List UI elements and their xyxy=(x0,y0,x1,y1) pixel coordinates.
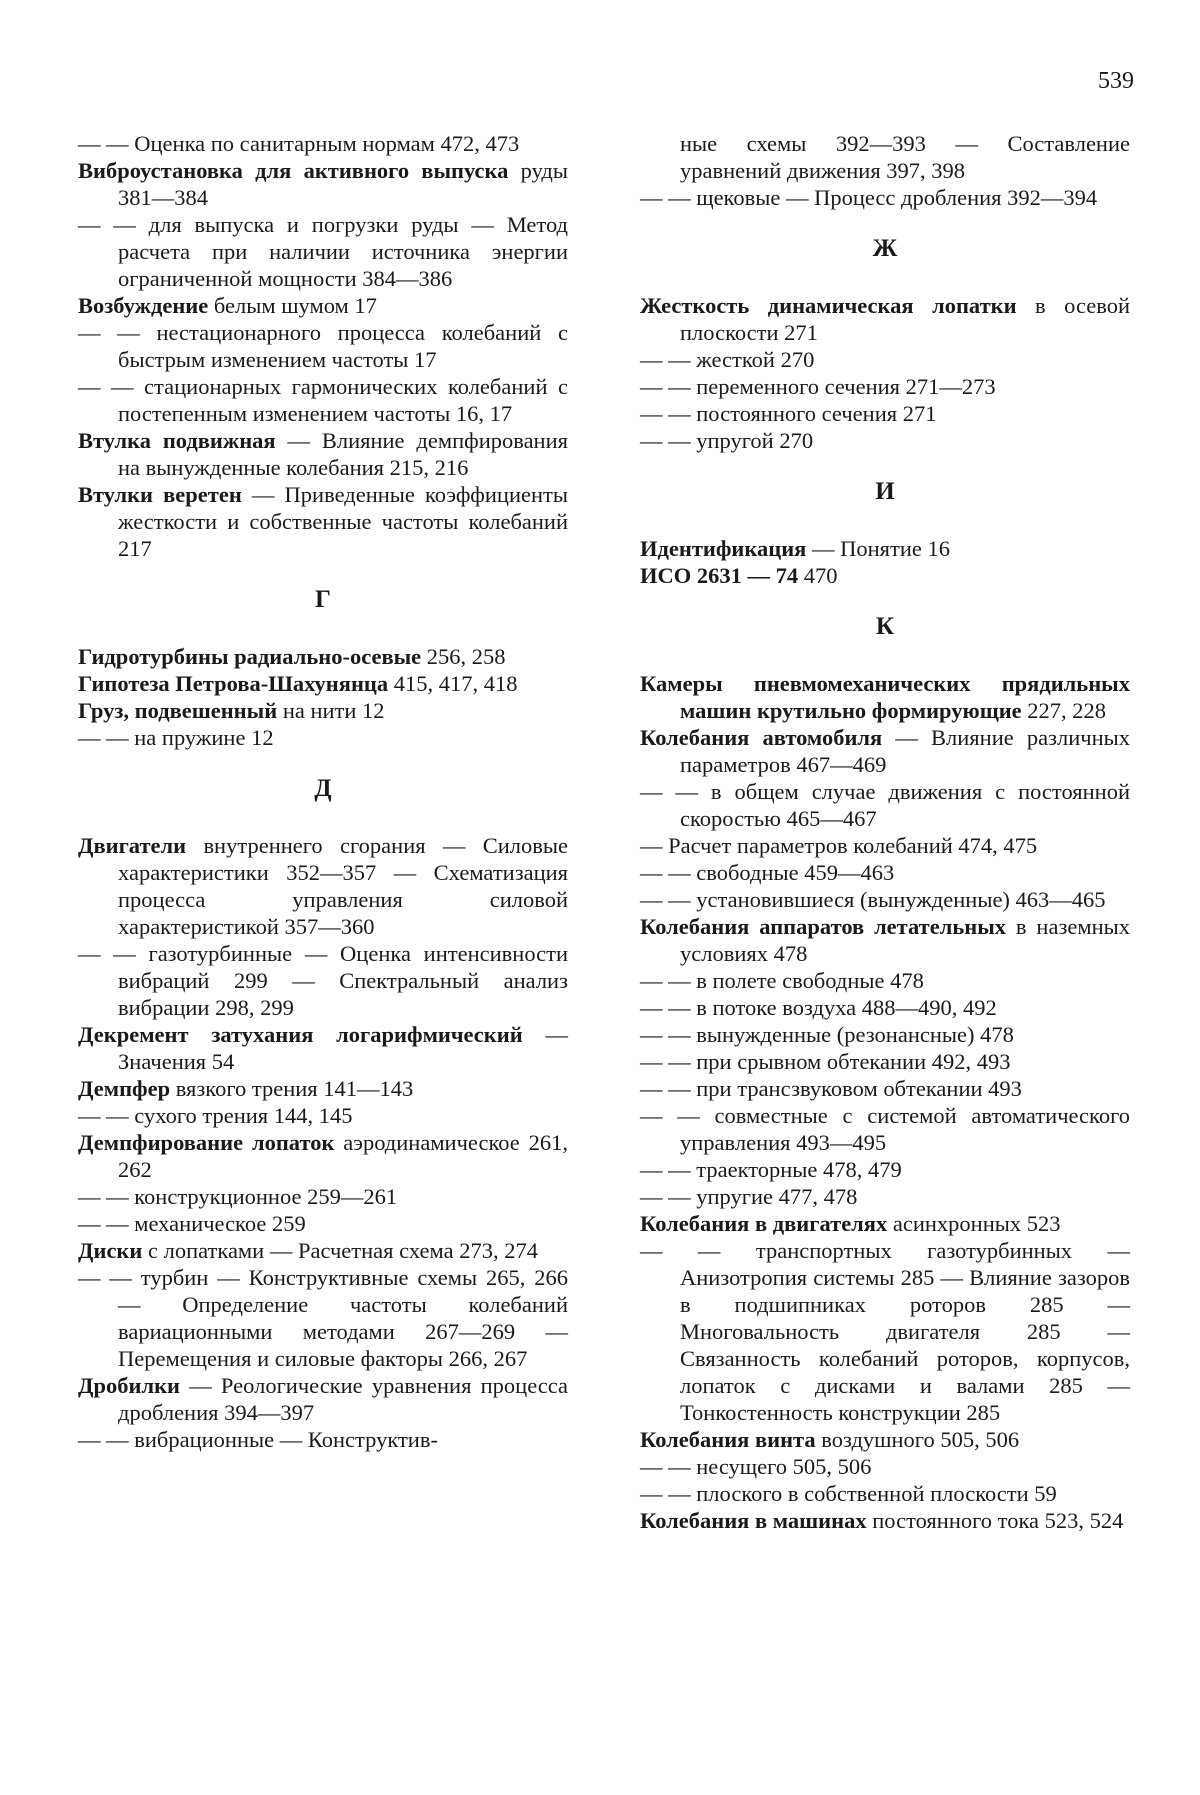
index-entry-heading: Колебания автомобиля xyxy=(640,725,883,750)
index-entry xyxy=(640,346,1130,373)
index-entry-heading: Диски xyxy=(78,1238,143,1263)
index-entry-text: — — переменного сечения 271—273 xyxy=(640,374,996,399)
index-entry xyxy=(640,562,1130,589)
index-entry xyxy=(640,724,1130,778)
index-entry xyxy=(640,1021,1130,1048)
index-entry-heading: Двигатели xyxy=(78,833,187,858)
index-entry-heading: Идентификация xyxy=(640,536,807,561)
index-entry-text: — Расчет параметров колебаний 474, 475 xyxy=(640,833,1038,858)
index-entry-text: 227, 228 xyxy=(1021,698,1107,723)
index-entry-text: аэродинамическое 261, 262 xyxy=(118,1130,568,1182)
index-entry-text: — — жесткой 270 xyxy=(640,347,815,372)
index-entry-heading: Колебания винта xyxy=(640,1427,816,1452)
index-entry-heading: Гидротурбины радиально-осевые xyxy=(78,644,422,669)
index-entry-heading: Колебания аппаратов летательных xyxy=(640,914,1007,939)
index-entry xyxy=(78,940,568,1021)
index-entry xyxy=(78,1264,568,1372)
index-entry-text: внутреннего сгорания — Силовые характеристики 352—357 — Схематизация процесса управления силовой характеристикой 357—360 xyxy=(118,833,568,939)
index-entry-text: — — совместные с системой автоматического управления 493—495 xyxy=(640,1103,1130,1155)
index-entry xyxy=(640,427,1130,454)
index-entry xyxy=(640,859,1130,886)
section-letter: К xyxy=(875,613,895,640)
section-letter: Д xyxy=(314,775,332,802)
index-entry xyxy=(640,1156,1130,1183)
index-entry-heading: Колебания в двигателях xyxy=(640,1211,888,1236)
index-entry xyxy=(640,1102,1130,1156)
index-entry-text: постоянного тока 523, 524 xyxy=(866,1508,1124,1533)
index-entry-text: — — сухого трения 144, 145 xyxy=(78,1103,353,1128)
index-entry-heading: ИСО 2631 — 74 xyxy=(640,563,799,588)
index-entry-text: 470 xyxy=(798,563,838,588)
index-entry-text: — — плоского в собственной плоскости 59 xyxy=(640,1481,1057,1506)
index-entry-heading: Демпфирование лопаток xyxy=(78,1130,335,1155)
index-entry-text: — — Оценка по санитарным нормам 472, 473 xyxy=(78,131,520,156)
index-entry-text: — Влияние различных параметров 467—469 xyxy=(680,725,1130,777)
index-entry-text: белым шумом 17 xyxy=(208,293,377,318)
index-entry-text: — Реологические уравнения процесса дробления 394—397 xyxy=(118,1373,568,1425)
index-entry xyxy=(78,427,568,481)
index-entry xyxy=(640,1183,1130,1210)
index-entry-heading: Демпфер xyxy=(78,1076,171,1101)
index-entry-text: — — свободные 459—463 xyxy=(640,860,895,885)
index-entry-text: асинхронных 523 xyxy=(887,1211,1061,1236)
index-entry xyxy=(78,157,568,211)
index-entry-text: — — вынужденные (резонансные) 478 xyxy=(640,1022,1014,1047)
index-entry-heading: Виброустановка для активного выпуска xyxy=(78,158,509,183)
index-entry-text: — — конструкционное 259—261 xyxy=(78,1184,398,1209)
index-entry xyxy=(78,1021,568,1075)
index-entry xyxy=(78,1183,568,1210)
index-entry-text: — Влияние демпфирования на вынужденные колебания 215, 216 xyxy=(118,428,568,480)
index-column-right xyxy=(640,130,1130,1534)
index-entry-text: 415, 417, 418 xyxy=(388,671,518,696)
index-entry xyxy=(78,1237,568,1264)
index-entry-text: вязкого трения 141—143 xyxy=(170,1076,414,1101)
index-entry xyxy=(78,373,568,427)
index-entry-heading: Груз, подвешенный xyxy=(78,698,278,723)
index-entry xyxy=(78,292,568,319)
index-entry-text: в осевой плоскости 271 xyxy=(680,293,1130,345)
index-entry xyxy=(78,697,568,724)
index-entry-text: — — транспортных газотурбинных — Анизотропия системы 285 — Влияние зазоров в подшипниках роторов 285 — Многовальность двигателя 285 — Связанность колебаний роторов, корпусов, лопаток с дисками и валами 285 — Тонкостенность конструкции 285 xyxy=(640,1238,1130,1425)
index-entry xyxy=(640,400,1130,427)
index-entry-text: — Приведенные коэффициенты жесткости и собственные частоты колебаний 217 xyxy=(118,482,568,561)
index-column-left xyxy=(78,130,568,1453)
section-letter: Г xyxy=(315,586,331,613)
index-entry xyxy=(78,1426,568,1453)
index-entry-text: — — в полете свободные 478 xyxy=(640,968,924,993)
index-entry-text: — — турбин — Конструктивные схемы 265, 266 — Определение частоты колебаний вариационными методами 267—269 — Перемещения и силовые факторы 266, 267 xyxy=(78,1265,568,1371)
index-entry-heading: Втулка подвижная xyxy=(78,428,276,453)
section-letter: И xyxy=(875,478,895,505)
index-entry xyxy=(640,1453,1130,1480)
index-entry-text: руды 381—384 xyxy=(118,158,568,210)
index-entry xyxy=(640,1237,1130,1426)
index-entry xyxy=(640,1048,1130,1075)
index-entry xyxy=(78,481,568,562)
index-entry xyxy=(640,967,1130,994)
index-entry xyxy=(78,1210,568,1237)
index-entry xyxy=(640,1507,1130,1534)
index-entry xyxy=(640,1480,1130,1507)
index-entry xyxy=(640,1210,1130,1237)
index-entry-text: воздушного 505, 506 xyxy=(815,1427,1020,1452)
index-entry xyxy=(78,832,568,940)
index-entry-text: — — установившиеся (вынужденные) 463—465 xyxy=(640,887,1106,912)
index-entry xyxy=(640,184,1130,211)
index-entry xyxy=(640,373,1130,400)
index-entry xyxy=(640,886,1130,913)
section-letter: Ж xyxy=(872,235,898,262)
index-entry-text: — — механическое 259 xyxy=(78,1211,306,1236)
index-entry xyxy=(78,1372,568,1426)
index-entry-text: — — для выпуска и погрузки руды — Метод расчета при наличии источника энергии ограниченной мощности 384—386 xyxy=(78,212,568,291)
index-entry-text: — — в общем случае движения с постоянной скоростью 465—467 xyxy=(640,779,1130,831)
index-entry-text: — Значения 54 xyxy=(118,1022,568,1074)
index-entry xyxy=(78,1102,568,1129)
index-entry-heading: Жесткость динамическая лопатки xyxy=(640,293,1017,318)
index-entry-text: — — щековые — Процесс дробления 392—394 xyxy=(640,185,1098,210)
index-entry-text: — — нестационарного процесса колебаний с быстрым изменением частоты 17 xyxy=(78,320,568,372)
page-number: 539 xyxy=(1098,68,1134,94)
index-entry-heading: Камеры пневмомеханических прядильных машин крутильно формирующие xyxy=(640,671,1130,723)
index-entry-heading: Колебания в машинах xyxy=(640,1508,867,1533)
index-entry-text: — — упругие 477, 478 xyxy=(640,1184,858,1209)
index-entry-text: с лопатками — Расчетная схема 273, 274 xyxy=(142,1238,538,1263)
index-entry xyxy=(640,670,1130,724)
index-entry-heading: Декремент затухания логарифмический xyxy=(78,1022,523,1047)
index-entry-heading: Дробилки xyxy=(78,1373,181,1398)
index-entry-text: — — при срывном обтекании 492, 493 xyxy=(640,1049,1011,1074)
index-entry xyxy=(640,994,1130,1021)
index-entry-text: — Понятие 16 xyxy=(806,536,950,561)
index-entry xyxy=(78,1129,568,1183)
index-entry-text: в наземных условиях 478 xyxy=(680,914,1130,966)
index-entry-text: ные схемы 392—393 — Составление уравнений движения 397, 398 xyxy=(680,131,1130,183)
index-entry-heading: Возбуждение xyxy=(78,293,209,318)
index-entry xyxy=(640,535,1130,562)
index-entry-text: — — вибрационные — Конструктив- xyxy=(78,1427,438,1452)
index-entry-text: 256, 258 xyxy=(421,644,506,669)
index-entry-text: — — постоянного сечения 271 xyxy=(640,401,937,426)
index-entry-text: — — траекторные 478, 479 xyxy=(640,1157,902,1182)
index-entry xyxy=(640,913,1130,967)
index-entry xyxy=(78,724,568,751)
index-entry-text: — — упругой 270 xyxy=(640,428,814,453)
index-entry-text: — — газотурбинные — Оценка интенсивности вибраций 299 — Спектральный анализ вибрации 298, 299 xyxy=(78,941,568,1020)
index-entry xyxy=(640,1426,1130,1453)
index-entry xyxy=(78,643,568,670)
index-entry xyxy=(640,292,1130,346)
index-entry xyxy=(78,130,568,157)
index-entry xyxy=(640,832,1130,859)
index-entry-text: — — несущего 505, 506 xyxy=(640,1454,872,1479)
index-entry-text: — — стационарных гармонических колебаний с постепенным изменением частоты 16, 17 xyxy=(78,374,568,426)
index-entry xyxy=(640,130,1130,184)
index-entry-text: на нити 12 xyxy=(277,698,385,723)
index-entry xyxy=(78,319,568,373)
index-entry-text: — — при трансзвуковом обтекании 493 xyxy=(640,1076,1022,1101)
index-entry xyxy=(78,670,568,697)
index-entry-heading: Гипотеза Петрова-Шахунянца xyxy=(78,671,389,696)
index-entry-text: — — на пружине 12 xyxy=(78,725,274,750)
index-entry xyxy=(78,211,568,292)
index-entry-text: — — в потоке воздуха 488—490, 492 xyxy=(640,995,997,1020)
index-entry xyxy=(640,1075,1130,1102)
index-entry-heading: Втулки веретен xyxy=(78,482,242,507)
index-entry xyxy=(78,1075,568,1102)
index-entry xyxy=(640,778,1130,832)
